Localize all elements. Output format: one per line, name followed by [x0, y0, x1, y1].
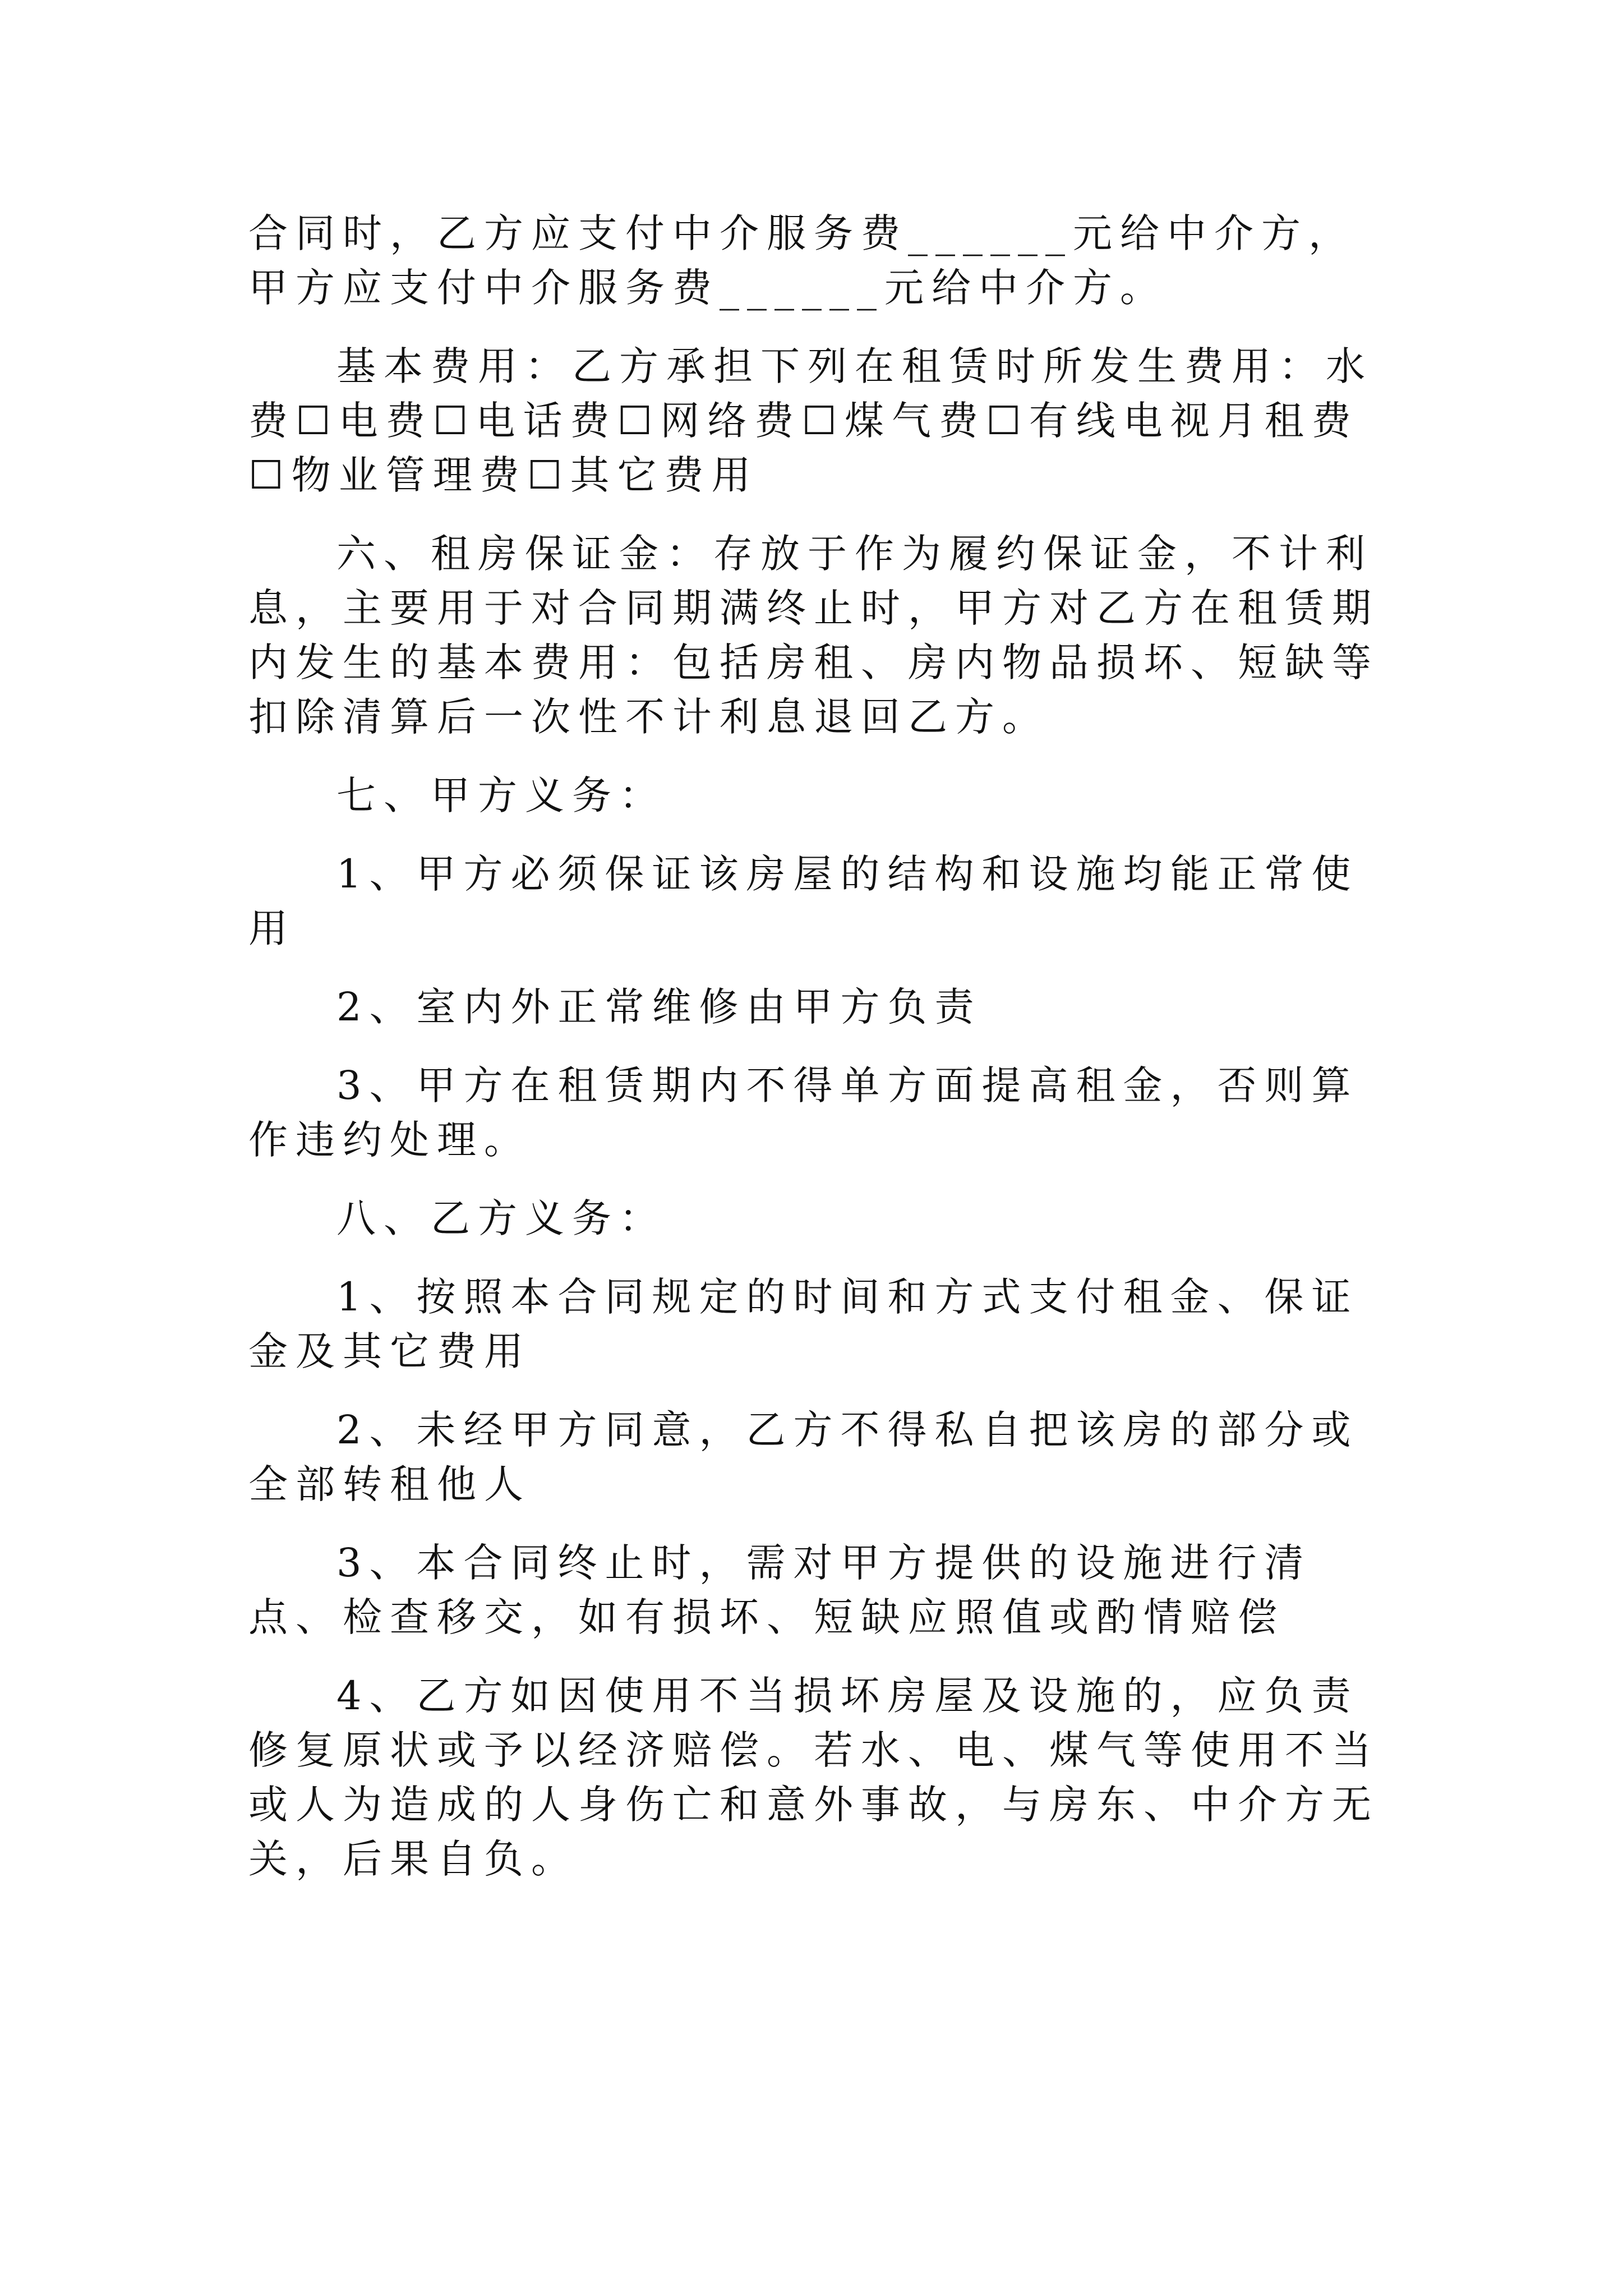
- list-item-party-b-2: 2、未经甲方同意，乙方不得私自把该房的部分或全部转租他人: [248, 1407, 1359, 1507]
- paragraph-intermediary-fee: 合同时，乙方应支付中介服务费______元给中介方，甲方应支付中介服务费______元给中介方。: [248, 210, 1355, 311]
- heading-party-b-obligations: 八、乙方义务：: [336, 1195, 666, 1241]
- list-item-party-b-3: 3、本合同终止时，需对甲方提供的设施进行清点、检查移交，如有损坏、短缺应照值或酌情赔偿: [248, 1540, 1312, 1640]
- document-body: [248, 206, 1398, 1911]
- paragraph-rental-deposit: 六、租房保证金：存放于作为履约保证金，不计利息，主要用于对合同期满终止时，甲方对乙方在租赁期内发生的基本费用：包括房租、房内物品损坏、短缺等扣除清算后一次性不计利息退回乙方。: [248, 531, 1379, 740]
- heading-party-a-obligations: 七、甲方义务：: [336, 772, 666, 818]
- list-item-party-a-1: 1、甲方必须保证该房屋的结构和设施均能正常使用: [248, 851, 1359, 951]
- paragraph-basic-expenses: 基本费用：乙方承担下列在租赁时所发生费用：水费☐电费☐电话费☐网络费☐煤气费☐有线电视月租费☐物业管理费☐其它费用: [248, 343, 1373, 498]
- list-item-party-b-4: 4、乙方如因使用不当损坏房屋及设施的，应负责修复原状或予以经济赔偿。若水、电、煤气等使用不当或人为造成的人身伤亡和意外事故，与房东、中介方无关，后果自负。: [248, 1673, 1379, 1882]
- list-item-party-a-2: 2、室内外正常维修由甲方负责: [336, 984, 982, 1030]
- list-item-party-b-1: 1、按照本合同规定的时间和方式支付租金、保证金及其它费用: [248, 1274, 1359, 1374]
- list-item-party-a-3: 3、甲方在租赁期内不得单方面提高租金，否则算作违约处理。: [248, 1062, 1359, 1163]
